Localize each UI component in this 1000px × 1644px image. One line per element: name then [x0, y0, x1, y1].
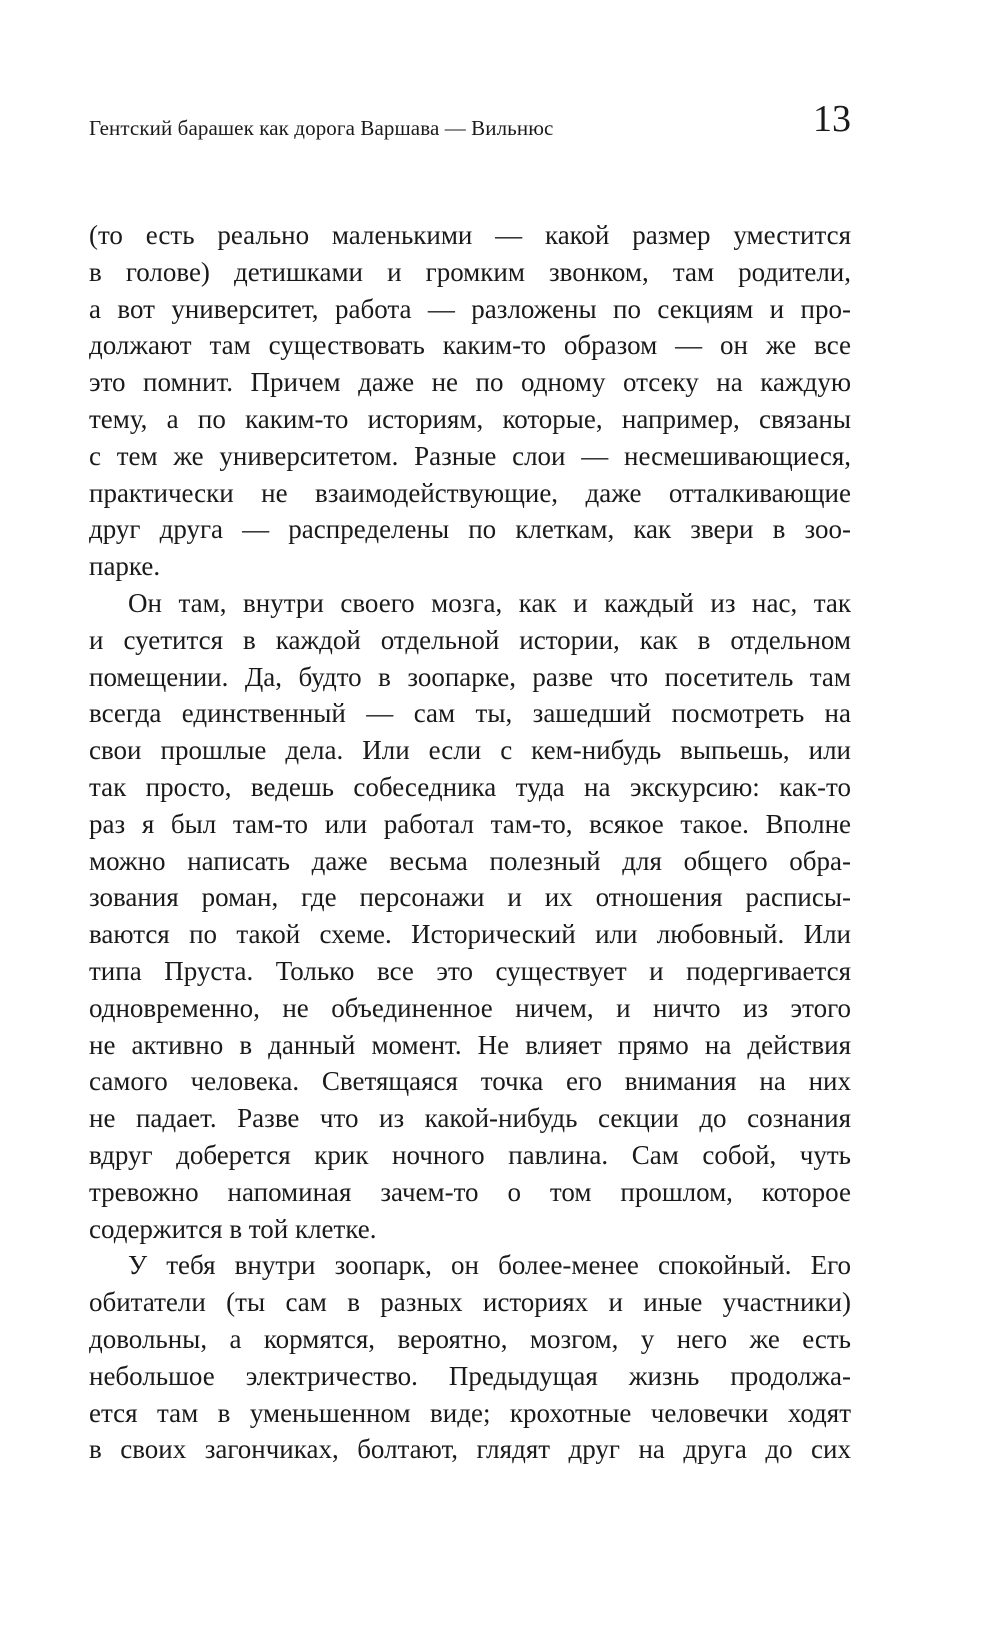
- paragraph-1: [89, 217, 851, 585]
- text-line: и суетится в каждой отдельной истории, как в отдельном: [89, 624, 851, 655]
- text-line: довольны, а кормятся, вероятно, мозгом, у него же есть: [89, 1323, 851, 1354]
- text-line: содержится в той клетке.: [89, 1213, 377, 1244]
- text-line: зования роман, где персонажи и их отношения расписы-: [89, 882, 851, 913]
- running-header: [89, 100, 851, 160]
- text-line: парке.: [89, 551, 161, 582]
- text-line: Он там, внутри своего мозга, как и каждый из нас, так: [128, 587, 851, 618]
- body-text: [89, 217, 851, 1468]
- text-line: должают там существовать каким-то образом — он же все: [89, 330, 851, 361]
- text-line: вдруг доберется крик ночного павлина. Сам собой, чуть: [89, 1139, 851, 1170]
- text-line: тревожно напоминая зачем-то о том прошлом, которое: [89, 1176, 851, 1207]
- text-line: можно написать даже весьма полезный для общего обра-: [89, 845, 851, 876]
- text-line: не активно в данный момент. Не влияет прямо на действия: [89, 1029, 851, 1060]
- text-line: обитатели (ты сам в разных историях и иные участники): [89, 1287, 851, 1318]
- text-line: свои прошлые дела. Или если с кем-нибудь выпьешь, или: [89, 735, 851, 766]
- text-line: не падает. Разве что из какой-нибудь секции до сознания: [89, 1103, 851, 1134]
- text-line: в своих загончиках, болтают, глядят друг на друга до сих: [89, 1434, 851, 1465]
- text-line: раз я был там-то или работал там-то, всякое такое. Вполне: [89, 808, 851, 839]
- text-line: У тебя внутри зоопарк, он более-менее спокойный. Его: [128, 1250, 851, 1281]
- text-line: одновременно, не объединенное ничем, и ничто из этого: [89, 992, 851, 1023]
- text-line: друг друга — распределены по клеткам, как звери в зоо-: [89, 514, 851, 545]
- text-line: помещении. Да, будто в зоопарке, разве что посетитель там: [89, 661, 851, 692]
- text-line: практически не взаимодействующие, даже отталкивающие: [89, 477, 851, 508]
- paragraph-3: [89, 1247, 851, 1468]
- text-line: с тем же университетом. Разные слои — несмешивающиеся,: [89, 440, 851, 471]
- text-line: тему, а по каким-то историям, которые, например, связаны: [89, 403, 851, 434]
- text-line: а вот университет, работа — разложены по секциям и про-: [89, 293, 851, 324]
- text-line: ваются по такой схеме. Исторический или любовный. Или: [89, 919, 851, 950]
- text-line: типа Пруста. Только все это существует и подергивается: [89, 955, 851, 986]
- text-line: так просто, ведешь собеседника туда на экскурсию: как-то: [89, 771, 851, 802]
- text-line: всегда единственный — сам ты, зашедший посмотреть на: [89, 698, 851, 729]
- text-line: (то есть реально маленькими — какой размер уместится: [89, 220, 851, 250]
- text-line: небольшое электричество. Предыдущая жизнь продолжа-: [89, 1360, 851, 1391]
- paragraph-2: [89, 585, 851, 1247]
- running-title: Гентский барашек как дорога Варшава — Вильнюс: [89, 116, 554, 140]
- page-number: 13: [813, 98, 851, 140]
- text-line: в голове) детишками и громким звонком, там родители,: [89, 256, 851, 287]
- text-line: самого человека. Светящаяся точка его внимания на них: [89, 1066, 851, 1097]
- text-line: это помнит. Причем даже не по одному отсеку на каждую: [89, 367, 851, 398]
- text-line: ется там в уменьшенном виде; крохотные человечки ходят: [89, 1397, 851, 1428]
